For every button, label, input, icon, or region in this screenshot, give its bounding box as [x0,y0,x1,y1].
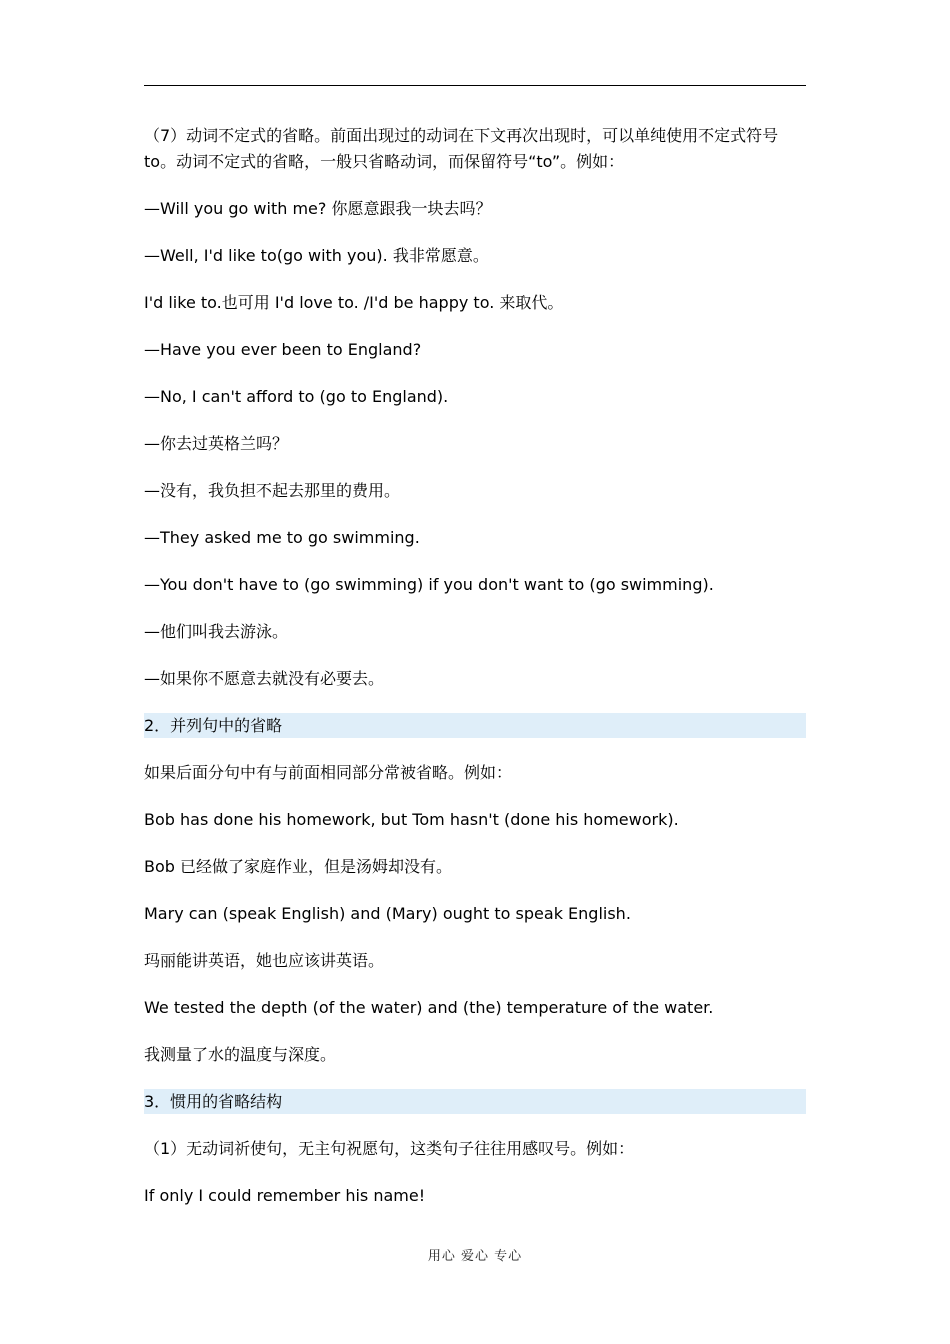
example-line: —你去过英格兰吗？ [144,434,289,453]
example-line: —You don't have to (go swimming) if you don't want to (go swimming). [144,575,714,594]
example-line: —Will you go with me? 你愿意跟我一块去吗？ [144,199,492,218]
example-line: We tested the depth (of the water) and (the) temperature of the water. [144,998,714,1017]
example-line: —Well, I'd like to(go with you). 我非常愿意。 [144,246,489,265]
example-line: Mary can (speak English) and (Mary) ought to speak English. [144,904,631,923]
section-heading-coordinate-clause: 2．并列句中的省略 [144,713,806,738]
example-line: —Have you ever been to England? [144,340,422,359]
paragraph-text: 如果后面分句中有与前面相同部分常被省略。例如： [144,763,513,782]
document-body [144,123,806,1230]
paragraph-text: （1）无动词祈使句，无主句祝愿句，这类句子往往用感叹号。例如： [144,1139,635,1158]
example-line: Bob has done his homework, but Tom hasn't (done his homework). [144,810,679,829]
example-line: 我测量了水的温度与深度。 [144,1045,337,1064]
section-heading-idiomatic-ellipsis: 3．惯用的省略结构 [144,1089,806,1114]
example-line: I'd like to.也可用 I'd love to. /I'd be happy to. 来取代。 [144,293,564,312]
example-line: —No, I can't afford to (go to England). [144,387,449,406]
example-line: —They asked me to go swimming. [144,528,420,547]
page-footer: 用心 爱心 专心 [427,1249,523,1264]
example-line: —如果你不愿意去就没有必要去。 [144,669,385,688]
example-line: —没有，我负担不起去那里的费用。 [144,481,401,500]
example-line: If only I could remember his name! [144,1186,426,1205]
example-line: 玛丽能讲英语，她也应该讲英语。 [144,951,385,970]
header-rule [144,85,806,86]
example-line: Bob 已经做了家庭作业，但是汤姆却没有。 [144,857,453,876]
example-line: —他们叫我去游泳。 [144,622,289,641]
paragraph-infinitive-ellipsis: （7）动词不定式的省略。前面出现过的动词在下文再次出现时，可以单纯使用不定式符号 to。动词不定式的省略，一般只省略动词，而保留符号“to”。例如： [144,126,779,171]
